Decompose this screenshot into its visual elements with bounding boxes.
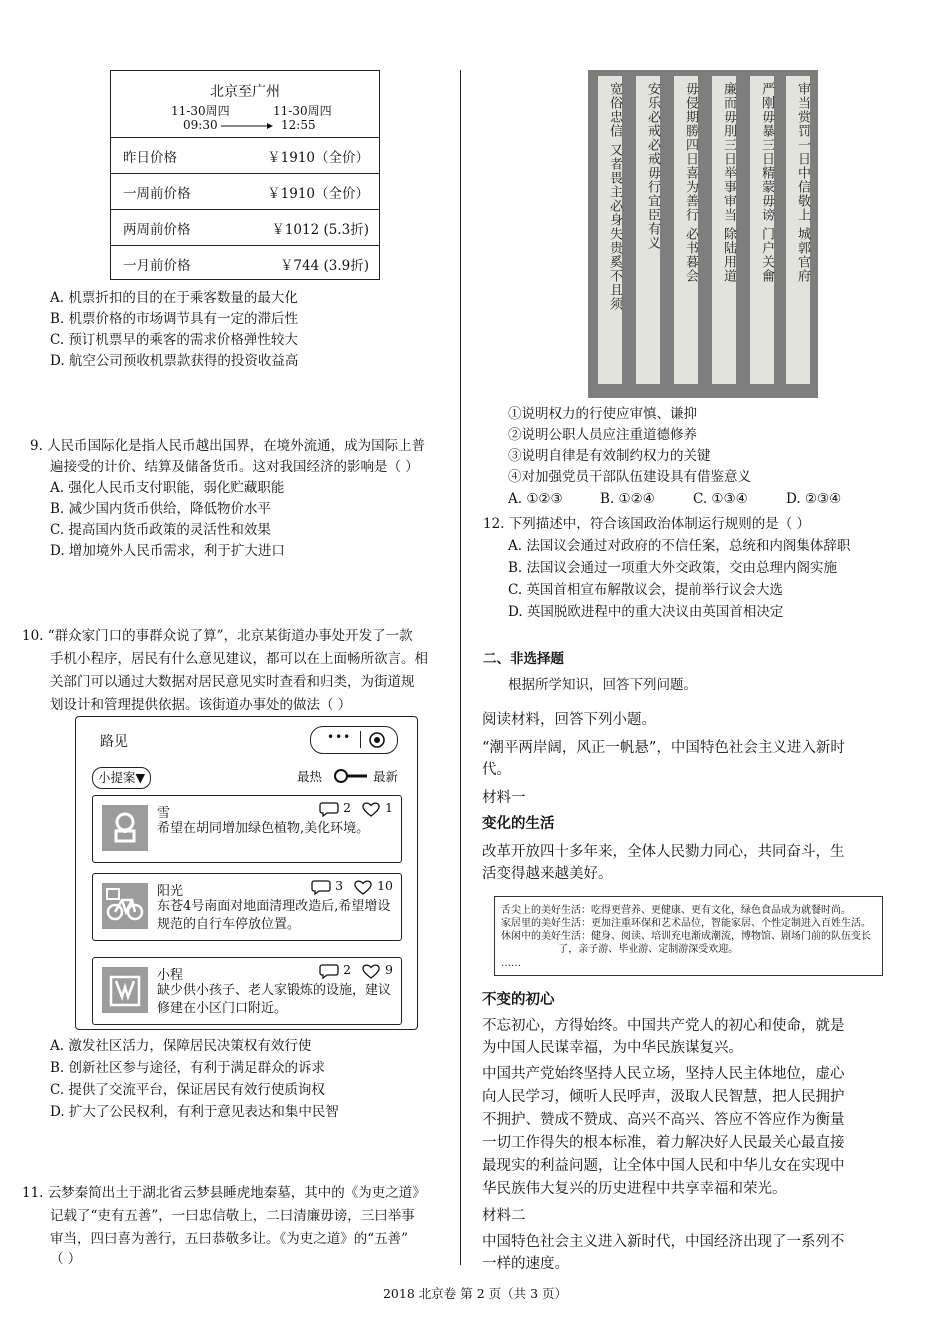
- q11-choice-c: C. ①③④: [693, 491, 748, 507]
- q9-option-d: D. 增加境外人民币需求，利于扩大进口: [50, 543, 285, 559]
- q10-stem-line4: 划设计和管理提供依据。该街道办事处的做法（ ）: [50, 697, 352, 713]
- read-instruction: 阅读材料，回答下列小题。: [482, 712, 656, 728]
- q10-stem-line3: 关部门可以通过大数据对居民意见实时查看和归类，为街道规: [50, 674, 415, 690]
- slip-text: 毋侵期勝四日喜为善行 必书暮会: [683, 82, 698, 284]
- like-count: 9: [385, 962, 393, 977]
- fare-price: ￥744 (3.9折): [279, 258, 369, 274]
- q8-option-b: B. 机票价格的市场调节具有一定的滞后性: [50, 311, 299, 327]
- post-stats: [311, 878, 393, 895]
- comment-count: 2: [343, 800, 352, 815]
- post-author: 阳光: [157, 884, 184, 899]
- column-divider: [460, 70, 461, 1265]
- change-line2: 活变得越来越美好。: [482, 866, 613, 882]
- box-line: ……: [501, 958, 521, 969]
- material-1-label: 材料一: [482, 790, 526, 806]
- fare-row: [111, 246, 379, 281]
- app-capsule-menu[interactable]: [310, 726, 398, 754]
- fare-dep-date: 11-30周四: [171, 104, 230, 118]
- q10-option-b: B. 创新社区参与途径，有利于满足群众的诉求: [50, 1060, 326, 1076]
- slip-text: 审当赏罚一日中信敬上 城郭官府: [795, 82, 810, 284]
- post-author: 小程: [157, 968, 184, 983]
- unchanged-p1-line: 为中国人民谋幸福，为中华民族谋复兴。: [482, 1040, 743, 1056]
- material-box: [494, 896, 883, 976]
- unchanged-p2-line: 不拥护、赞成不赞成、高兴不高兴、答应不答应作为衡量: [482, 1112, 845, 1128]
- close-target-icon: [368, 731, 386, 749]
- q12-option-d: D. 英国脱欧进程中的重大决议由英国首相决定: [508, 604, 784, 620]
- bamboo-slip: [598, 76, 622, 384]
- bamboo-slip: [786, 76, 810, 384]
- q11-stem-line4: （ ）: [50, 1251, 82, 1267]
- post-card[interactable]: [92, 957, 402, 1025]
- capsule-divider: [360, 731, 361, 748]
- fare-route: 北京至广州: [210, 84, 280, 100]
- slip-text: 安乐必戒必戒毋行宜臣有义: [645, 82, 660, 250]
- m2-line1: 中国特色社会主义进入新时代，中国经济出现了一系列不: [482, 1234, 845, 1250]
- q10-stem-line1: 10. “群众家门口的事群众说了算”，北京某街道办事处开发了一款: [22, 628, 413, 644]
- avatar: [102, 967, 148, 1013]
- post-card[interactable]: [92, 873, 402, 941]
- q11-stem-line1: 11. 云梦秦简出土于湖北省云梦县睡虎地秦墓，其中的《为吏之道》: [22, 1185, 426, 1201]
- bicycle-icon: [102, 883, 148, 929]
- page-footer: 2018 北京卷 第 2 页（共 3 页）: [382, 1286, 568, 1301]
- comment-count: 2: [343, 962, 352, 977]
- post-stats: [319, 800, 393, 817]
- heart-icon[interactable]: [361, 801, 381, 817]
- q8-option-d: D. 航空公司预收机票款获得的投资收益高: [50, 353, 299, 369]
- app-title: 路见: [100, 734, 128, 750]
- q11-choice-a: A. ①②③: [508, 491, 563, 507]
- q9-stem-line2: 遍接受的计价、结算及储备货币。这对我国经济的影响是（ ）: [50, 459, 419, 475]
- post-stats: [319, 962, 393, 979]
- q10-stem-line2: 手机小程序，居民有什么意见建议，都可以在上面畅所欲言。相: [50, 651, 428, 667]
- sort-toggle-icon[interactable]: [334, 768, 368, 784]
- q8-option-a: A. 机票折扣的目的在于乘客数量的最大化: [50, 290, 298, 306]
- q11-statement-3: ③说明自律是有效制约权力的关键: [508, 448, 711, 464]
- m2-line2: 一样的速度。: [482, 1256, 569, 1272]
- unchanged-p2-line: 中国共产党始终坚持人民立场，坚持人民主体地位，虚心: [482, 1066, 845, 1082]
- arrow-right-icon: [221, 122, 273, 130]
- q12-option-a: A. 法国议会通过对政府的不信任案，总统和内阁集体辞职: [508, 538, 851, 554]
- q10-option-c: C. 提供了交流平台，保证居民有效行使质询权: [50, 1082, 325, 1098]
- q11-choice-b: B. ①②④: [600, 491, 655, 507]
- fare-label: 两周前价格: [123, 222, 191, 238]
- q9-stem-line1: 9. 人民币国际化是指人民币越出国界，在境外流通，成为国际上普: [30, 438, 426, 454]
- heart-icon[interactable]: [353, 879, 373, 895]
- change-title: 变化的生活: [482, 815, 555, 832]
- filter-dropdown[interactable]: 小提案▼: [92, 767, 151, 789]
- unchanged-p2-line: 最现实的利益问题，让全体中国人民和中华儿女在实现中: [482, 1158, 845, 1174]
- post-text: 东苍4号南面对地面清理改造后,希望增设规范的自行车停放位置。: [157, 899, 391, 932]
- avatar: [102, 805, 148, 851]
- post-card[interactable]: [92, 795, 402, 863]
- fare-label: 一周前价格: [123, 186, 191, 202]
- q12-stem: 12. 下列描述中，符合该国政治体制运行规则的是（ ）: [483, 516, 811, 532]
- fare-label: 昨日价格: [123, 150, 177, 166]
- fare-row: [111, 138, 379, 174]
- fare-label: 一月前价格: [123, 258, 191, 274]
- slip-text: 严刚毋暴三日精蒙毋谤 门户关龠: [759, 82, 774, 284]
- q11-statement-4: ④对加强党员干部队伍建设具有借鉴意义: [508, 469, 751, 485]
- unchanged-title: 不变的初心: [482, 991, 555, 1008]
- potted-plant-icon: [102, 805, 148, 851]
- sort-new-label[interactable]: 最新: [373, 769, 399, 784]
- q9-option-b: B. 减少国内货币供给，降低物价水平: [50, 501, 272, 517]
- like-count: 10: [377, 878, 393, 893]
- section-intro: 根据所学知识，回答下列问题。: [508, 677, 697, 693]
- bamboo-slip: [750, 76, 774, 384]
- fare-arr-date: 11-30周四: [273, 104, 332, 118]
- unchanged-p2-line: 华民族伟大复兴的历史进程中共享幸福和荣光。: [482, 1181, 787, 1197]
- q11-choice-d: D. ②③④: [786, 491, 842, 507]
- post-text: 缺少供小孩子、老人家锻炼的设施，建议修建在小区门口附近。: [157, 983, 392, 1016]
- like-count: 1: [385, 800, 393, 815]
- more-dots-icon: •••: [327, 730, 352, 744]
- box-line: 家居里的美好生活：更加注重环保和艺术品位，智能家居、个性定制进入百姓生活。: [501, 918, 871, 929]
- heart-icon[interactable]: [361, 963, 381, 979]
- box-line: 舌尖上的美好生活：吃得更营养、更健康、更有文化，绿色食品成为就餐时尚。: [501, 905, 851, 916]
- app-screenshot: [75, 716, 418, 1030]
- fare-arr-time: 12:55: [281, 118, 316, 132]
- avatar: [102, 883, 148, 929]
- bamboo-slip: [636, 76, 660, 384]
- change-line1: 改革开放四十多年来，全体人民勠力同心，共同奋斗，生: [482, 844, 845, 860]
- fare-row: [111, 210, 379, 246]
- post-author: 雪: [157, 806, 171, 821]
- fare-table: [110, 70, 380, 280]
- fare-dep-time: 09:30: [183, 118, 218, 132]
- fare-row: [111, 174, 379, 210]
- exercise-equipment-icon: [102, 967, 148, 1013]
- unchanged-p1-line: 不忘初心，方得始终。中国共产党人的初心和使命，就是: [482, 1018, 845, 1034]
- slip-text: 廉而毋刖三日举事审当 除陆用道: [721, 82, 736, 284]
- material-2-label: 材料二: [482, 1208, 526, 1224]
- comment-icon[interactable]: [319, 801, 339, 817]
- section-heading: 二、非选择题: [483, 651, 564, 667]
- quote-line2: 代。: [482, 762, 511, 778]
- post-text: 希望在胡同增加绿色植物,美化环境。: [157, 821, 370, 836]
- unchanged-p2-line: 向人民学习，倾听人民呼声，汲取人民智慧，把人民拥护: [482, 1089, 845, 1105]
- comment-count: 3: [335, 878, 344, 893]
- q12-option-b: B. 法国议会通过一项重大外交政策，交由总理内阁实施: [508, 560, 838, 576]
- box-line: 了，亲子游、毕业游、定制游深受欢迎。: [501, 944, 739, 955]
- q8-option-c: C. 预订机票早的乘客的需求价格弹性较大: [50, 332, 298, 348]
- q9-option-a: A. 强化人民币支付职能，弱化贮藏职能: [50, 480, 285, 496]
- fare-price: ￥1012 (5.3折): [271, 222, 369, 238]
- q11-statement-1: ①说明权力的行使应审慎、谦抑: [508, 406, 697, 422]
- sort-hot-label[interactable]: 最热: [297, 769, 323, 784]
- bamboo-slip: [674, 76, 698, 384]
- q12-option-c: C. 英国首相宣布解散议会，提前举行议会大选: [508, 582, 783, 598]
- q11-stem-line3: 审当，四曰喜为善行，五曰恭敬多让。《为吏之道》的“五善”: [50, 1231, 409, 1247]
- q10-option-d: D. 扩大了公民权利，有利于意见表达和集中民智: [50, 1104, 339, 1120]
- bamboo-slip: [712, 76, 736, 384]
- quote-line1: “潮平两岸阔，风正一帆悬”，中国特色社会主义进入新时: [482, 740, 845, 756]
- q11-statement-2: ②说明公职人员应注重道德修养: [508, 427, 697, 443]
- fare-table-header: [111, 71, 379, 138]
- q10-option-a: A. 激发社区活力，保障居民决策权有效行使: [50, 1038, 312, 1054]
- bamboo-slips-photo: [588, 70, 818, 398]
- comment-icon[interactable]: [311, 879, 331, 895]
- fare-price: ￥1910（全价）: [267, 150, 369, 166]
- fare-price: ￥1910（全价）: [267, 186, 369, 202]
- q11-stem-line2: 记载了“吏有五善”，一曰忠信敬上，二曰清廉毋谤，三曰举事: [50, 1208, 415, 1224]
- q9-option-c: C. 提高国内货币政策的灵活性和效果: [50, 522, 271, 538]
- comment-icon[interactable]: [319, 963, 339, 979]
- box-line: 休闲中的美好生活：健身、阅读、培训充电渐成潮流，博物馆、剧场门前的队伍变长: [501, 931, 871, 942]
- slip-text: 宽俗忠信 又者畏主必身失贵奚不且须: [607, 82, 622, 312]
- unchanged-p2-line: 一切工作得失的根本标准，着力解决好人民最关心最直接: [482, 1135, 845, 1151]
